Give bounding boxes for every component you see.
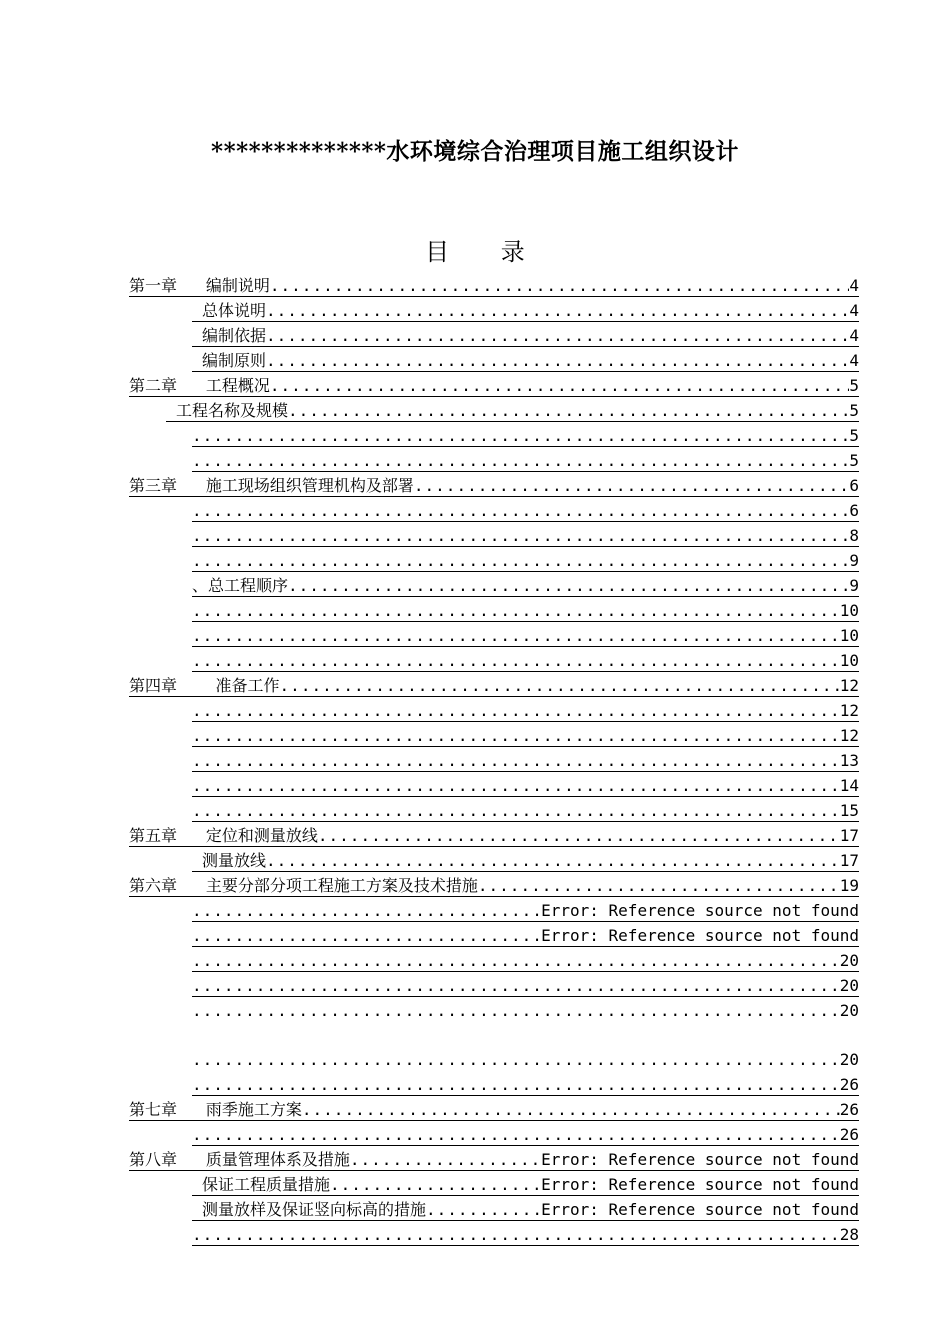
toc-leader-dots (192, 951, 840, 971)
toc-entry[interactable] (129, 1146, 859, 1171)
toc-leader-dots (192, 1050, 840, 1070)
toc-leader-dots (426, 1200, 541, 1220)
toc-entry-page: 4 (849, 301, 859, 320)
toc-entry-label: 第二章 工程概况 (129, 376, 270, 395)
toc-leader-dots (192, 551, 849, 571)
toc-leader-dots (266, 326, 849, 346)
toc-leader-dots (302, 1100, 840, 1120)
toc-entry-page: Error: Reference source not found (541, 1150, 859, 1169)
toc-entry-page: 26 (839, 1125, 859, 1144)
toc-entry-page: 5 (849, 401, 859, 420)
toc-entry-page: 5 (849, 451, 859, 470)
toc-entry-page: 20 (839, 976, 859, 995)
toc-leader-dots (270, 276, 849, 296)
toc-entry[interactable] (129, 822, 859, 847)
toc-leader-dots (192, 501, 849, 521)
toc-leader-dots (192, 801, 840, 821)
toc-leader-dots (350, 1150, 541, 1170)
toc-entry[interactable] (192, 972, 859, 997)
toc-heading: 目 录 (425, 238, 547, 266)
toc-entry[interactable] (192, 747, 859, 772)
toc-leader-dots (270, 376, 849, 396)
toc-entry-label: 第七章 雨季施工方案 (129, 1100, 302, 1119)
toc-leader-dots (330, 1175, 541, 1195)
toc-leader-dots (280, 676, 840, 696)
toc-entry[interactable] (192, 772, 859, 797)
toc-entry[interactable] (129, 272, 859, 297)
toc-entry-page: 6 (849, 501, 859, 520)
toc-entry-page: 26 (839, 1075, 859, 1094)
toc-entry-page: 14 (839, 776, 859, 795)
toc-leader-dots (288, 576, 849, 596)
toc-entry-page: 9 (849, 551, 859, 570)
toc-entry-page: Error: Reference source not found (541, 901, 859, 920)
toc-entry[interactable] (192, 1046, 859, 1070)
toc-entry-page: 10 (839, 601, 859, 620)
toc-entry-page: 10 (839, 651, 859, 670)
toc-leader-dots (192, 526, 849, 546)
toc-entry-label: 第四章 准备工作 (129, 676, 280, 695)
toc-entry[interactable] (192, 947, 859, 972)
toc-entry-page: 6 (849, 476, 859, 495)
toc-leader-dots (192, 751, 840, 771)
toc-leader-dots (192, 1125, 840, 1145)
toc-entry-page: Error: Reference source not found (541, 1175, 859, 1194)
toc-leader-dots (192, 1001, 840, 1021)
toc-entry-label: 第五章 定位和测量放线 (129, 826, 318, 845)
toc-leader-dots (192, 776, 840, 796)
toc-entry-label: 保证工程质量措施 (202, 1175, 331, 1194)
toc-entry-page: 4 (849, 351, 859, 370)
toc-entry[interactable] (129, 672, 859, 697)
toc-entry[interactable] (192, 1071, 859, 1096)
toc-entry[interactable] (192, 697, 859, 722)
toc-entry[interactable] (192, 897, 859, 922)
toc-leader-dots (192, 426, 849, 446)
toc-entry[interactable] (192, 922, 859, 947)
toc-entry[interactable] (192, 1221, 859, 1246)
toc-entry-page: 20 (839, 1001, 859, 1020)
toc-leader-dots (192, 451, 849, 471)
toc-leader-dots (266, 351, 849, 371)
toc-entry-label: 、总工程顺序 (192, 576, 289, 595)
toc-entry[interactable] (192, 297, 859, 322)
toc-entry[interactable] (192, 1196, 859, 1221)
toc-entry[interactable] (192, 522, 859, 547)
toc-entry-page: 17 (839, 851, 859, 870)
toc-leader-dots (192, 701, 840, 721)
toc-entry-label: 编制原则 (202, 351, 267, 370)
toc-entry-page: 9 (849, 576, 859, 595)
toc-leader-dots (266, 851, 840, 871)
toc-entry[interactable] (192, 347, 859, 372)
toc-entry[interactable] (192, 1171, 859, 1196)
toc-entry-label: 编制依据 (202, 326, 267, 345)
toc-entry[interactable] (192, 622, 859, 647)
toc-entry-label: 第三章 施工现场组织管理机构及部署 (129, 476, 414, 495)
toc-entry-page: 5 (849, 376, 859, 395)
toc-leader-dots (192, 1225, 840, 1245)
toc-entry[interactable] (192, 572, 859, 597)
toc-entry[interactable] (192, 797, 859, 822)
toc-entry-page: 8 (849, 526, 859, 545)
toc-entry[interactable] (192, 722, 859, 747)
toc-entry[interactable] (129, 872, 859, 897)
toc-leader-dots (266, 301, 849, 321)
toc-entry-label: 总体说明 (202, 301, 267, 320)
toc-leader-dots (192, 601, 840, 621)
document-title: **************水环境综合治理项目施工组织设计 (211, 138, 739, 165)
toc-entry-label: 第六章 主要分部分项工程施工方案及技术措施 (129, 876, 478, 895)
toc-leader-dots (192, 626, 840, 646)
toc-leader-dots (192, 976, 840, 996)
toc-entry-page: 12 (839, 701, 859, 720)
toc-entry[interactable] (192, 1121, 859, 1146)
toc-leader-dots (414, 476, 849, 496)
toc-entry[interactable] (192, 447, 859, 472)
toc-entry-label: 第八章 质量管理体系及措施 (129, 1150, 350, 1169)
toc-leader-dots (192, 651, 840, 671)
toc-entry-page: 20 (839, 951, 859, 970)
toc-entry-page: 28 (839, 1225, 859, 1244)
toc-entry-label: 测量放线 (202, 851, 267, 870)
toc-leader-dots (478, 876, 840, 896)
toc-entry-page: Error: Reference source not found (541, 926, 859, 945)
toc-entry-page: 4 (849, 326, 859, 345)
toc-leader-dots (192, 901, 541, 921)
toc-leader-dots (192, 726, 840, 746)
toc-entry[interactable] (192, 847, 859, 872)
toc-entry-page: 13 (839, 751, 859, 770)
toc-entry-page: 10 (839, 626, 859, 645)
toc-entry[interactable] (192, 422, 859, 447)
toc-entry[interactable] (129, 1096, 859, 1121)
toc-entry-page: 5 (849, 426, 859, 445)
toc-entry-page: 19 (839, 876, 859, 895)
toc-entry-page: 26 (839, 1100, 859, 1119)
toc-entry[interactable] (192, 497, 859, 522)
toc-entry-label: 工程名称及规模 (176, 401, 289, 420)
toc-entry-page: 20 (839, 1050, 859, 1069)
toc-entry[interactable] (129, 472, 859, 497)
toc-entry[interactable] (192, 997, 859, 1021)
toc-entry[interactable] (192, 322, 859, 347)
toc-leader-dots (318, 826, 840, 846)
toc-entry-page: Error: Reference source not found (541, 1200, 859, 1219)
toc-entry-label: 第一章 编制说明 (129, 276, 270, 295)
toc-entry[interactable] (129, 372, 859, 397)
toc-leader-dots (192, 1075, 840, 1095)
toc-entry-label: 测量放样及保证竖向标高的措施 (202, 1200, 427, 1219)
toc-entry-page: 12 (839, 676, 859, 695)
toc-entry[interactable] (192, 647, 859, 672)
toc-leader-dots (288, 401, 849, 421)
toc-entry-page: 15 (839, 801, 859, 820)
toc-entry[interactable] (192, 547, 859, 572)
toc-entry-page: 12 (839, 726, 859, 745)
toc-entry[interactable] (166, 397, 859, 422)
toc-leader-dots (192, 926, 541, 946)
toc-entry-page: 4 (849, 276, 859, 295)
toc-entry[interactable] (192, 597, 859, 622)
toc-entry-page: 17 (839, 826, 859, 845)
